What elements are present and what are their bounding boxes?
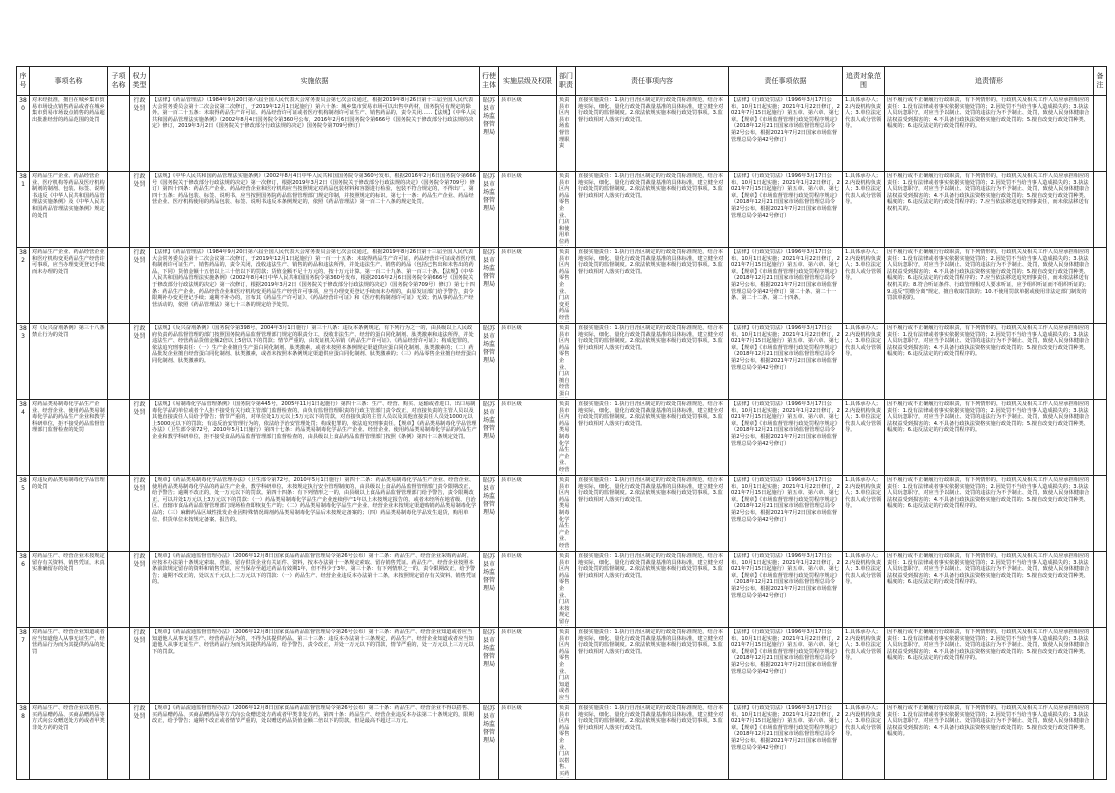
accountability-situations: 因不履行或不正确履行行政职责，有下列情形的，行政机关及相关工作人员应承担相应的责任：1.没有法律或者事实依据实施处罚的；2.因处罚不当给当事人造成损失的；3.执法人员玩忽职守，对应当予以制止、处罚的违法行为不予制止、处罚，致使人民身体健康合法权益受到损害的；4.不具备行政执法资格实施行政处罚的；5.擅自改变行政处罚种类、幅度的；6.违反法定的行政处罚程序的。 bbox=[887, 553, 1090, 586]
accountability-situations: 因不履行或不正确履行行政职责，有下列情形的，行政机关及相关工作人员应承担相应的责任：1.没有法律或者事实依据实施处罚的；2.因处罚不当给当事人造成损失的；3.执法人员玩忽职守，对应当予以制止、处罚的违法行为不予制止、处罚，致使人民身体健康合法权益受到损害的；4.不具备行政执法资格实施行政处罚的；5.擅自改变行政处罚种类、幅度的；6.违反法定的行政处罚程序的；7.应当依法移送追究刑事责任，而未依法移送有权机关的。 bbox=[887, 173, 1090, 212]
item-name: 对未经批准，擅自在城乡集市贸易市场设点销售药品或者在城乡集市贸易市场设点销售的药品超出批准经营的药品范围的处罚 bbox=[32, 97, 105, 123]
responsibility-content: 直接实施责任：1.执行自治区制定的行政处罚标准规范，结合本地实际，细化、量化行政处罚裁量基准的具体标准，建立健全对行政处罚的监督制度。2.依法依规实施本级行政处罚事项。3.监督行政相对人落实行政处罚。 bbox=[578, 249, 724, 275]
implementing-subject-cell bbox=[480, 552, 499, 628]
department-duty-cell bbox=[557, 172, 576, 248]
implementing-subject: 昭苏县市场监督管理局 bbox=[482, 97, 495, 136]
remark bbox=[1096, 249, 1104, 322]
responsibility-basis: 【法律】《行政处罚法》（1996年3月17日公布，10月1日起实施；2021年1月22日修订，2021年7月15日起施行）第五章、第六章、第七章。【规章】《市场监督管理行政处罚程序规定》（2018年12月21日国家市场监督管理总局令第2号公布，根据2021年7月2日国家市场监督管理总局令第42号修订） bbox=[731, 325, 840, 371]
department-duty-cell bbox=[557, 552, 576, 628]
responsibility-content: 直接实施责任：1.执行自治区制定的行政处罚标准规范，结合本地实际，细化、量化行政处罚裁量基准的具体标准，建立健全对行政处罚的监督制度。2.依法依规实施本级行政处罚事项。3.监督行政相对人落实行政处罚。 bbox=[578, 325, 724, 351]
accountability-targets: 1.具体承办人；2.内设机构负责人；3.单位法定代表人或分管领导。 bbox=[845, 249, 882, 282]
power-type: 行政处罚 bbox=[133, 325, 146, 340]
row-number-cell bbox=[17, 476, 30, 552]
sub-item-name-cell bbox=[108, 96, 130, 172]
header-level: 实施层级及权限 bbox=[499, 67, 557, 96]
table-row bbox=[17, 172, 1107, 248]
department-duty-cell bbox=[557, 324, 576, 400]
row-number-cell bbox=[17, 400, 30, 476]
responsibility-content: 直接实施责任：1.执行自治区制定的行政处罚标准规范，结合本地实际，细化、量化行政处罚裁量基准的具体标准，建立健全对行政处罚的监督制度。2.依法依规实施本级行政处罚事项。3.监督行政相对人落实行政处罚。 bbox=[578, 173, 724, 199]
accountability-targets-cell bbox=[843, 96, 885, 172]
responsibility-basis: 【法律】《行政处罚法》（1996年3月17日公布，10月1日起实施；2021年1月22日修订，2021年7月15日起施行）第五章、第六章、第七章。【规章】《市场监督管理行政处罚程序规定》（2018年12月21日国家市场监督管理总局令第2号公布，根据2021年7月2日国家市场监督管理总局令第42号修订） bbox=[731, 401, 840, 447]
accountability-targets: 1.具体承办人；2.内设机构负责人；3.单位法定代表人或分管领导。 bbox=[845, 173, 882, 206]
table-row bbox=[17, 248, 1107, 324]
responsibility-content-cell bbox=[576, 172, 729, 248]
responsibility-basis: 【法律】《行政处罚法》（1996年3月17日公布，10月1日起实施；2021年1月22日修订，2021年7月15日起施行）第五章、第六章、第七章。【规章】《市场监督管理行政处罚程序规定》（2018年12月21日国家市场监督管理总局令第2号公布，根据2021年7月2日国家市场监督管理总局令第42号修订） bbox=[731, 477, 840, 523]
item-name: 对药品生产企业、药品经营企业、医疗机构等药品及医疗机构制剂的制剂、包装、标签、说明书违反《中华人民共和国药品管理法实施条例》及《中华人民共和国药品管理法实施条例》规定的处罚 bbox=[32, 173, 105, 219]
power-type-cell bbox=[130, 704, 150, 780]
implementation-level: 县市区级 bbox=[501, 325, 522, 331]
row-number-cell bbox=[17, 96, 30, 172]
remark-cell bbox=[1094, 400, 1107, 476]
basis-text: 【法律】《药品管理法》（1984年9月20日第六届全国人民代表大会常务委员会第七次会议通过，根据2019年8月26日第十三届全国人民代表大会常务委员会第十二次会议第二次修订，于2019年12月1日起施行）第六十条：城乡集市贸易市场可以出售中药材，国务院另有规定的除外。第一百二十五条：未取得药品生产许可证、药品经营许可证或者医疗机构制剂许可证生产、销售药品的，责令关闭……【法规】《中华人民共和国药品管理法实施条例》（2002年8月4日国务院令第360号公布，2016年2月6日国务院令第666号《国务院关于修改部分行政法规的决定》修订，2019年3月2日《国务院关于修改部分行政法规的决定》国务院令第709号修订） bbox=[152, 97, 477, 130]
sub-item-name-cell bbox=[108, 400, 130, 476]
power-type-cell bbox=[130, 96, 150, 172]
remark bbox=[1096, 173, 1104, 246]
implementing-subject-cell bbox=[480, 324, 499, 400]
sub-item-name bbox=[110, 173, 127, 246]
basis-text: 【法规】《中华人民共和国药品管理法实施条例》（2002年8月4日中华人民共和国国务院令第360号发布，根据2016年2月6日国务院令第666号《国务院关于修改部分行政法规的决定》第一次修订，根据2019年3月2日《国务院关于修改部分行政法规的决定》（国务院令第709号）修订）第四十四条：药品生产企业、药品经营企业和医疗机构应当按照规定对药品包装材料和容器进行检验，包装不符合规定的，不得出厂。第四十五条：药品包装、标签、说明书，应当按照国务院药品监督管理部门规定印制，并按照规定的标识。第七十一条：药品生产企业、药品经营企业、医疗机构使用的药品包装、标签、说明书违反本条例规定的，依照《药品管理法》第一百二十八条的规定处罚。 bbox=[152, 173, 476, 206]
implementing-subject: 昭苏县市场监督管理局 bbox=[482, 249, 495, 288]
power-type-cell bbox=[130, 324, 150, 400]
department-duty: 负责县市区内药品零售企业、门店变更药品经营 bbox=[559, 249, 570, 321]
accountability-targets-cell bbox=[843, 324, 885, 400]
responsibility-content-cell bbox=[576, 248, 729, 324]
department-duty: 负责县市区内县市场监督管理职责 bbox=[559, 97, 570, 150]
header-situations: 追责情形 bbox=[885, 67, 1094, 96]
responsibility-basis: 【法律】《行政处罚法》（1996年3月17日公布，10月1日起实施；2021年1月22日修订，2021年7月15日起施行）第五章、第六章、第七章。【规章】《市场监督管理行政处罚程序规定》（2018年12月21日国家市场监督管理总局令第2号公布，根据2021年7月2日国家市场监督管理总局令第42号修订） bbox=[731, 97, 840, 143]
item-name: 对药品类易制毒化学品生产企业、经营企业、使用药品类易制毒化学品的药品生产企业和教学科研单位，拒不接受药品监督管理部门监督检查的处罚 bbox=[32, 401, 105, 434]
responsibility-basis: 【法律】《行政处罚法》（1996年3月17日公布，10月1日起实施；2021年1月22日修订，2021年7月15日起施行）第五章、第六章、第七章。【规章】《市场监督管理行政处罚程序规定》（2018年12月21日国家市场监督管理总局令第2号公布，根据2021年7月2日国家市场监督管理总局令第42号修订）第二十条、第二十一条、第二十二条、第二十四条。 bbox=[731, 249, 840, 302]
document-page bbox=[16, 66, 1106, 776]
table-row bbox=[17, 324, 1107, 400]
accountability-situations-cell bbox=[885, 552, 1094, 628]
table-row bbox=[17, 476, 1107, 552]
responsibility-basis: 【法律】《行政处罚法》（1996年3月17日公布，10月1日起实施；2021年1月22日修订，2021年7月15日起施行）第五章、第六章、第七章。【规章】《市场监督管理行政处罚程序规定》（2018年12月21日国家市场监督管理总局令第2号公布，根据2021年7月2日国家市场监督管理总局令第42号修订） bbox=[731, 553, 840, 599]
basis-text: 【规章】《药品流通监督管理办法》（2006年12月8日国家食品药品监督管理局令第26号公布）第十三条：药品生产、经营企业知道或者应当知道他人从事无证生产、经营药品行为的，不得为其提供药品。第三十三条：违反本办法第十三条规定，药品生产、经营企业知道或者应当知道他人从事无证生产、经营药品行为而为其提供药品的，给予警告，责令改正，并处一万元以下的罚款，情节严重的，处一万元以上三万元以下的罚款。 bbox=[152, 629, 474, 655]
accountability-targets-cell bbox=[843, 704, 885, 780]
department-duty: 负责县市区内药品类易制毒化学品生产企业、经营 bbox=[559, 477, 570, 549]
implementation-level-cell bbox=[499, 552, 557, 628]
implementing-subject: 昭苏县市场监督管理局 bbox=[482, 477, 495, 516]
accountability-situations-cell bbox=[885, 324, 1094, 400]
implementation-level: 县市区级 bbox=[501, 629, 522, 635]
responsibility-basis-cell bbox=[729, 96, 843, 172]
power-type-cell bbox=[130, 628, 150, 704]
remark bbox=[1096, 553, 1104, 626]
item-name: 对药品生产企业、药品经营企业和医疗机构变更药品生产经营许可事项，应当办理变更登记手续而未办理的处罚 bbox=[32, 249, 105, 275]
remark bbox=[1096, 477, 1104, 550]
department-duty-cell bbox=[557, 248, 576, 324]
responsibility-basis-cell bbox=[729, 248, 843, 324]
basis-text: 【法规】《易制毒化学品管理条例》（国务院令第445号，2005年11月1日起施行）第四十三条：生产、经营、购买、运输或者进口、出口易制毒化学品的单位或者个人拒不接受有关行政主管部门监督检查的，由负有监督管理职责的行政主管部门责令改正，对直接负责的主管人员以及其他直接责任人员给予警告；情节严重的，对单位处1万元以上5万元以下的罚款，对直接负责的主管人员以及其他直接责任人员处1000元以上5000元以下的罚款；有违反治安管理行为的，依法给予治安管理处罚；构成犯罪的，依法追究刑事责任。【规章】《药品类易制毒化学品管理办法》（卫生部令第72号，2010年5月1日施行）第四十七条：药品类易制毒化学品生产企业、经营企业、使用药品类易制毒化学品的药品生产企业和教学科研单位，拒不接受食品药品监督管理部门监督检查的，由县级以上食品药品监督管理部门按照《条例》第四十三条规定处罚。 bbox=[152, 401, 477, 440]
implementing-subject-cell bbox=[480, 628, 499, 704]
implementation-level: 县市区级 bbox=[501, 97, 522, 103]
sub-item-name bbox=[110, 249, 127, 322]
basis-text-cell bbox=[150, 628, 480, 704]
accountability-situations: 因不履行或不正确履行行政职责，有下列情形的，行政机关及相关工作人员应承担相应的责任：1.没有法律或者事实依据实施处罚的；2.因处罚不当给当事人造成损失的；3.执法人员玩忽职守，对应当予以制止、处罚的违法行为不予制止、处罚，致使人民身体健康合法权益受到损害的；4.不具备行政执法资格实施行政处罚的；5.擅自改变行政处罚种类、幅度的；6.违反法定的行政处罚程序的。 bbox=[887, 629, 1090, 662]
responsibility-content-cell bbox=[576, 400, 729, 476]
implementation-level: 县市区级 bbox=[501, 173, 522, 179]
sub-item-name bbox=[110, 477, 127, 550]
responsibility-basis-cell bbox=[729, 324, 843, 400]
responsibility-basis-cell bbox=[729, 476, 843, 552]
implementation-level: 县市区级 bbox=[501, 401, 522, 407]
table-row bbox=[17, 704, 1107, 780]
item-name-cell bbox=[30, 400, 108, 476]
accountability-situations: 因不履行或不正确履行行政职责，有下列情形的，行政机关及相关工作人员应承担相应的责任：1.没有法律或者事实依据实施处罚的；2.因处罚不当给当事人造成损失的；3.执法人员玩忽职守，对应当予以制止、处罚的违法行为不予制止、处罚，致使人民身体健康合法权益受到损害的；4.不具备行政执法资格实施行政处罚的；5.擅自改变行政处罚种类、幅度的；6.违反法定的行政处罚程序的。 bbox=[887, 97, 1090, 130]
basis-text-cell bbox=[150, 552, 480, 628]
remark bbox=[1096, 705, 1104, 778]
responsibility-content: 直接实施责任：1.执行自治区制定的行政处罚标准规范，结合本地实际，细化、量化行政处罚裁量基准的具体标准，建立健全对行政处罚的监督制度。2.依法依规实施本级行政处罚事项。3.监督行政相对人落实行政处罚。 bbox=[578, 629, 724, 655]
implementation-level-cell bbox=[499, 172, 557, 248]
basis-text-cell bbox=[150, 172, 480, 248]
power-type: 行政处罚 bbox=[133, 629, 146, 644]
row-number-cell bbox=[17, 552, 30, 628]
remark bbox=[1096, 401, 1104, 474]
accountability-situations: 因不履行或不正确履行行政职责，有下列情形的，行政机关及相关工作人员应承担相应的责任：1.没有法律或者事实依据实施处罚的；2.因处罚不当给当事人造成损失的；3.执法人员玩忽职守，对应当予以制止、处罚的违法行为不予制止、处罚，致使人民身体健康合法权益受到损害的；4.不具备行政执法资格实施行政处罚的；5.擅自改变行政处罚种类、幅度的；6.违反法定的行政处罚程序的；7.应当依法移送追究刑事责任，而未依法移送有权机关的；8.符合听证条件、行政管理相对人要求听证，应予组织听证而不组织听证的；9.违反"罚缴分离"规定，擅自收取罚款的；10.不使用罚款单据或使用非法定部门制发的罚款单据的。 bbox=[887, 249, 1090, 302]
power-type: 行政处罚 bbox=[133, 553, 146, 568]
remark-cell bbox=[1094, 324, 1107, 400]
basis-text-cell bbox=[150, 96, 480, 172]
basis-text: 【规章】《药品流通监督管理办法》（2006年12月8日国家食品药品监督管理局令第26号公布）第十二条：药品生产、经营企业采购药品时，应按本办法第十条规定索取、查验、留存供货企业有关证件、资料，按本办法第十一条规定索取、留存销售凭证。药品生产、经营企业按照本条前款规定留存的资料和销售凭证，应当保存至超过药品有效期1年，但不得少于3年。第三十条：有下列情形之一的，责令限期改正，给予警告；逾期不改正的，处以五千元以上二万元以下的罚款：（一）药品生产、经营企业违反本办法第十二条，未按照规定留存有关资料、销售凭证的。 bbox=[152, 553, 477, 586]
item-name: 对违反药品类易制毒化学品管理的处罚 bbox=[32, 477, 105, 490]
accountability-situations-cell bbox=[885, 476, 1094, 552]
responsibility-basis: 【法律】《行政处罚法》（1996年3月17日公布，10月1日起实施；2021年1月22日修订，2021年7月15日起施行）第五章、第六章、第七章。【规章】《市场监督管理行政处罚程序规定》（2018年12月21日国家市场监督管理总局令第2号公布，根据2021年7月2日国家市场监督管理总局令第42号修订） bbox=[731, 173, 840, 219]
item-name-cell bbox=[30, 248, 108, 324]
power-type: 行政处罚 bbox=[133, 249, 146, 264]
implementing-subject-cell bbox=[480, 172, 499, 248]
responsibility-basis-cell bbox=[729, 628, 843, 704]
power-type: 行政处罚 bbox=[133, 477, 146, 492]
row-number: 380 bbox=[19, 97, 27, 112]
item-name: 对药品生产、经营企业知道或者应当知道他人从事无证生产、经营药品行为而为其提供药品的处罚 bbox=[32, 629, 105, 655]
header-duty: 部门职责 bbox=[557, 67, 576, 96]
item-name-cell bbox=[30, 476, 108, 552]
sub-item-name-cell bbox=[108, 476, 130, 552]
table-row bbox=[17, 400, 1107, 476]
responsibility-content-cell bbox=[576, 628, 729, 704]
power-type-cell bbox=[130, 400, 150, 476]
header-no: 序号 bbox=[17, 67, 30, 96]
accountability-situations-cell bbox=[885, 248, 1094, 324]
implementation-level: 县市区级 bbox=[501, 553, 522, 559]
basis-text: 【规章】《药品流通监督管理办法》（2006年12月8日国家食品药品监督管理局令第26号公布）第二十条：药品生产、经营企业不得以搭售、买药品赠药品、买商品赠药品等方式向公众赠送处方药或者甲类非处方药。第四十条：药品生产、经营企业违反本办法第二十条规定的，限期改正，给予警告；逾期不改正或者情节严重的，处以赠送药品货值金额二倍以下的罚款，但是最高不超过三万元。 bbox=[152, 705, 474, 725]
header-resp-basis: 责任事项依据 bbox=[729, 67, 843, 96]
sub-item-name-cell bbox=[108, 248, 130, 324]
basis-text-cell bbox=[150, 324, 480, 400]
item-name: 对《反兴奋剂条例》第三十八条禁止行为的处罚 bbox=[32, 325, 105, 338]
responsibility-content-cell bbox=[576, 96, 729, 172]
remark-cell bbox=[1094, 172, 1107, 248]
accountability-targets: 1.具体承办人；2.内设机构负责人；3.单位法定代表人或分管领导。 bbox=[845, 553, 882, 586]
item-name: 对药品生产、经营企业未按规定留存有关资料、销售凭证，未真实准确留存的处罚 bbox=[32, 553, 105, 573]
responsibility-content: 直接实施责任：1.执行自治区制定的行政处罚标准规范，结合本地实际，细化、量化行政处罚裁量基准的具体标准，建立健全对行政处罚的监督制度。2.依法依规实施本级行政处罚事项。3.监督行政相对人落实行政处罚。 bbox=[578, 553, 724, 579]
implementing-subject: 昭苏县市场监督管理局 bbox=[482, 173, 495, 212]
power-list-table bbox=[16, 66, 1107, 780]
accountability-targets: 1.具体承办人；2.内设机构负责人；3.单位法定代表人或分管领导。 bbox=[845, 97, 882, 130]
department-duty-cell bbox=[557, 476, 576, 552]
implementing-subject: 昭苏县市场监督管理局 bbox=[482, 705, 495, 744]
row-number-cell bbox=[17, 324, 30, 400]
accountability-situations-cell bbox=[885, 704, 1094, 780]
row-number-cell bbox=[17, 628, 30, 704]
header-power-type: 权力类型 bbox=[130, 67, 150, 96]
remark bbox=[1096, 325, 1104, 398]
implementation-level: 县市区级 bbox=[501, 477, 522, 483]
implementation-level-cell bbox=[499, 476, 557, 552]
sub-item-name bbox=[110, 553, 127, 626]
responsibility-basis-cell bbox=[729, 400, 843, 476]
sub-item-name bbox=[110, 401, 127, 474]
remark-cell bbox=[1094, 476, 1107, 552]
department-duty-cell bbox=[557, 96, 576, 172]
department-duty: 负责县市区内药品零售企业、门店未按规定留存 bbox=[559, 553, 570, 625]
responsibility-basis-cell bbox=[729, 172, 843, 248]
department-duty-cell bbox=[557, 704, 576, 780]
implementing-subject: 昭苏县市场监督管理局 bbox=[482, 401, 495, 440]
sub-item-name-cell bbox=[108, 324, 130, 400]
responsibility-content: 直接实施责任：1.执行自治区制定的行政处罚标准规范，结合本地实际，细化、量化行政处罚裁量基准的具体标准，建立健全对行政处罚的监督制度。2.依法依规实施本级行政处罚事项。3.监督行政相对人落实行政处罚。 bbox=[578, 401, 724, 427]
implementing-subject-cell bbox=[480, 476, 499, 552]
responsibility-content-cell bbox=[576, 476, 729, 552]
accountability-targets-cell bbox=[843, 628, 885, 704]
accountability-targets: 1.具体承办人；2.内设机构负责人；3.单位法定代表人或分管领导。 bbox=[845, 629, 882, 662]
implementation-level-cell bbox=[499, 704, 557, 780]
department-duty: 负责县市区内药品零售企业、门店以搭售、买药 bbox=[559, 705, 570, 777]
accountability-situations-cell bbox=[885, 628, 1094, 704]
row-number: 383 bbox=[19, 325, 27, 340]
implementation-level-cell bbox=[499, 628, 557, 704]
accountability-targets-cell bbox=[843, 248, 885, 324]
sub-item-name bbox=[110, 705, 127, 778]
responsibility-content: 直接实施责任：1.执行自治区制定的行政处罚标准规范，结合本地实际，细化、量化行政处罚裁量基准的具体标准，建立健全对行政处罚的监督制度。2.依法依规实施本级行政处罚事项。3.监督行政相对人落实行政处罚。 bbox=[578, 477, 724, 503]
accountability-targets: 1.具体承办人；2.内设机构负责人；3.单位法定代表人或分管领导。 bbox=[845, 401, 882, 434]
row-number-cell bbox=[17, 704, 30, 780]
accountability-situations: 因不履行或不正确履行行政职责，有下列情形的，行政机关及相关工作人员应承担相应的责任：1.没有法律或者事实依据实施处罚的；2.因处罚不当给当事人造成损失的；3.执法人员玩忽职守，对应当予以制止、处罚的违法行为不予制止、处罚，致使人民身体健康合法权益受到损害的；4.不具备行政执法资格实施行政处罚的；5.擅自改变行政处罚种类、幅度的；6.违反法定的行政处罚程序的。 bbox=[887, 325, 1090, 358]
implementing-subject-cell bbox=[480, 248, 499, 324]
accountability-situations-cell bbox=[885, 96, 1094, 172]
item-name-cell bbox=[30, 96, 108, 172]
basis-text: 【规章】《药品类易制毒化学品管理办法》（卫生部令第72号，2010年5月1日施行）第四十二条：药品类易制毒化学品生产企业、经营企业、使用药品类易制毒化学品的药品生产企业、教学科研单位，未按规定执行安全管理制度的，由县级以上食品药品监督管理部门责令限期改正，给予警告；逾期不改正的，处一万元以下的罚款。第四十四条：有下列情形之一的，由县级以上食品药品监督管理部门给予警告，责令限期改正，可以并处1万元以上3万元以下的罚款：（一）药品类易制毒化学品生产企业连续停产1年以上未按规定报告的，或者未经所在地省级、自治区、直辖市食品药品监督管理部门现场检查即恢复生产的；（二）药品类易制毒化学品生产企业、经营企业未按规定渠道购销药品类易制毒化学品的；（三）麻醉药品区域性批发企业因特殊情况调剂药品类易制毒化学品后未按规定备案的；（四）药品类易制毒化学品发生退货，购用单位、供货单位未按规定备案、报告的。 bbox=[152, 477, 477, 523]
table-body bbox=[17, 96, 1107, 780]
power-type-cell bbox=[130, 172, 150, 248]
remark-cell bbox=[1094, 704, 1107, 780]
department-duty: 负责县市区内药品零售企业、门店擅自经营蛋白 bbox=[559, 325, 570, 397]
accountability-targets: 1.具体承办人；2.内设机构负责人；3.单位法定代表人或分管领导。 bbox=[845, 705, 882, 738]
sub-item-name-cell bbox=[108, 628, 130, 704]
basis-text-cell bbox=[150, 248, 480, 324]
accountability-targets: 1.具体承办人；2.内设机构负责人；3.单位法定代表人或分管领导。 bbox=[845, 325, 882, 358]
sub-item-name-cell bbox=[108, 552, 130, 628]
power-type: 行政处罚 bbox=[133, 173, 146, 188]
sub-item-name-cell bbox=[108, 172, 130, 248]
table-header bbox=[17, 67, 1107, 96]
remark bbox=[1096, 97, 1104, 170]
implementing-subject-cell bbox=[480, 704, 499, 780]
basis-text-cell bbox=[150, 704, 480, 780]
table-row bbox=[17, 628, 1107, 704]
implementation-level: 县市区级 bbox=[501, 705, 522, 711]
accountability-situations: 因不履行或不正确履行行政职责，有下列情形的，行政机关及相关工作人员应承担相应的责任：1.没有法律或者事实依据实施处罚的；2.因处罚不当给当事人造成损失的；3.执法人员玩忽职守，对应当予以制止、处罚的违法行为不予制止、处罚，致使人民身体健康合法权益受到损害的；4.不具备行政执法资格实施行政处罚的；5.擅自改变行政处罚种类、幅度的；6.违反法定的行政处罚程序的。 bbox=[887, 401, 1090, 434]
implementation-level-cell bbox=[499, 324, 557, 400]
row-number: 384 bbox=[19, 401, 27, 416]
implementing-subject-cell bbox=[480, 96, 499, 172]
header-row bbox=[17, 67, 1107, 96]
implementing-subject: 昭苏县市场监督管理局 bbox=[482, 553, 495, 592]
header-basis: 实施依据 bbox=[150, 67, 480, 96]
department-duty: 负责县市区内药品零售企业、门店知道或者应当 bbox=[559, 629, 570, 701]
implementation-level-cell bbox=[499, 96, 557, 172]
header-remark: 备注 bbox=[1094, 67, 1107, 96]
department-duty: 负责县市区内药品类易制毒化学品生产企业、经营 bbox=[559, 401, 570, 473]
row-number-cell bbox=[17, 248, 30, 324]
accountability-targets-cell bbox=[843, 476, 885, 552]
power-type-cell bbox=[130, 552, 150, 628]
header-subject: 行使主体 bbox=[480, 67, 499, 96]
row-number: 388 bbox=[19, 705, 27, 720]
power-type: 行政处罚 bbox=[133, 401, 146, 416]
department-duty-cell bbox=[557, 628, 576, 704]
implementation-level-cell bbox=[499, 248, 557, 324]
accountability-situations: 因不履行或不正确履行行政职责，有下列情形的，行政机关及相关工作人员应承担相应的责任：1.没有法律或者事实依据实施处罚的；2.因处罚不当给当事人造成损失的；3.执法人员玩忽职守，对应当予以制止、处罚的违法行为不予制止、处罚，致使人民身体健康合法权益受到损害的；4.不具备行政执法资格实施行政处罚的；5.擅自改变行政处罚种类、幅度的。 bbox=[887, 705, 1090, 738]
row-number: 386 bbox=[19, 553, 27, 568]
department-duty-cell bbox=[557, 400, 576, 476]
row-number: 381 bbox=[19, 173, 27, 188]
table-row bbox=[17, 552, 1107, 628]
item-name-cell bbox=[30, 552, 108, 628]
item-name-cell bbox=[30, 172, 108, 248]
responsibility-basis: 【法律】《行政处罚法》（1996年3月17日公布，10月1日起实施；2021年1月22日修订，2021年7月15日起施行）第五章、第六章、第七章。【规章】《市场监督管理行政处罚程序规定》（2018年12月21日国家市场监督管理总局令第2号公布，根据2021年7月2日国家市场监督管理总局令第42号修订） bbox=[731, 705, 840, 751]
accountability-situations-cell bbox=[885, 400, 1094, 476]
sub-item-name bbox=[110, 629, 127, 702]
header-targets: 追责对象范围 bbox=[843, 67, 885, 96]
remark-cell bbox=[1094, 552, 1107, 628]
table-row bbox=[17, 96, 1107, 172]
responsibility-content-cell bbox=[576, 704, 729, 780]
implementing-subject-cell bbox=[480, 400, 499, 476]
item-name-cell bbox=[30, 324, 108, 400]
power-type: 行政处罚 bbox=[133, 97, 146, 112]
responsibility-content: 直接实施责任：1.执行自治区制定的行政处罚标准规范，结合本地实际，细化、量化行政处罚裁量基准的具体标准，建立健全对行政处罚的监督制度。2.依法依规实施本级行政处罚事项。3.监督行政相对人落实行政处罚。 bbox=[578, 97, 724, 123]
accountability-targets-cell bbox=[843, 552, 885, 628]
responsibility-basis: 【法律】《行政处罚法》（1996年3月17日公布，10月1日起实施；2021年1月22日修订，2021年7月15日起施行）第五章、第六章、第七章。【规章】《市场监督管理行政处罚程序规定》（2018年12月21日国家市场监督管理总局令第2号公布，根据2021年7月2日国家市场监督管理总局令第42号修订） bbox=[731, 629, 840, 675]
responsibility-content: 直接实施责任：1.执行自治区制定的行政处罚标准规范，结合本地实际，细化、量化行政处罚裁量基准的具体标准，建立健全对行政处罚的监督制度。2.依法依规实施本级行政处罚事项。3.监督行政相对人落实行政处罚。 bbox=[578, 705, 724, 731]
power-type: 行政处罚 bbox=[133, 705, 146, 720]
power-type-cell bbox=[130, 248, 150, 324]
implementing-subject: 昭苏县市场监督管理局 bbox=[482, 325, 495, 364]
accountability-targets: 1.具体承办人；2.内设机构负责人；3.单位法定代表人或分管领导。 bbox=[845, 477, 882, 510]
responsibility-basis-cell bbox=[729, 552, 843, 628]
remark-cell bbox=[1094, 628, 1107, 704]
item-name-cell bbox=[30, 704, 108, 780]
header-item-name: 事项名称 bbox=[30, 67, 108, 96]
implementation-level: 县市区级 bbox=[501, 249, 522, 255]
item-name: 对药品生产、经营企业以搭售、买药品赠药品、买商品赠药品等方式向公众赠送处方药或者甲类非处方药的处罚 bbox=[32, 705, 105, 731]
remark-cell bbox=[1094, 96, 1107, 172]
basis-text-cell bbox=[150, 476, 480, 552]
implementation-level-cell bbox=[499, 400, 557, 476]
row-number: 385 bbox=[19, 477, 27, 492]
department-duty: 负责县市区内药品零售企业、门店和使用单位药 bbox=[559, 173, 570, 245]
remark bbox=[1096, 629, 1104, 702]
accountability-targets-cell bbox=[843, 172, 885, 248]
sub-item-name bbox=[110, 325, 127, 398]
row-number-cell bbox=[17, 172, 30, 248]
responsibility-content-cell bbox=[576, 324, 729, 400]
accountability-situations: 因不履行或不正确履行行政职责，有下列情形的，行政机关及相关工作人员应承担相应的责任：1.没有法律或者事实依据实施处罚的；2.因处罚不当给当事人造成损失的；3.执法人员玩忽职守，对应当予以制止、处罚的违法行为不予制止、处罚，致使人民身体健康合法权益受到损害的；4.不具备行政执法资格实施行政处罚的；5.擅自改变行政处罚种类、幅度的；6.违反法定的行政处罚程序的。 bbox=[887, 477, 1090, 510]
basis-text-cell bbox=[150, 400, 480, 476]
sub-item-name bbox=[110, 97, 127, 170]
responsibility-basis-cell bbox=[729, 704, 843, 780]
accountability-targets-cell bbox=[843, 400, 885, 476]
power-type-cell bbox=[130, 476, 150, 552]
remark-cell bbox=[1094, 248, 1107, 324]
item-name-cell bbox=[30, 628, 108, 704]
responsibility-content-cell bbox=[576, 552, 729, 628]
header-content: 责任事项内容 bbox=[576, 67, 729, 96]
basis-text: 【法规】《反兴奋剂条例》（国务院令第398号，2004年3月1日施行）第三十八条：违反本条例规定，有下列行为之一的，由县级以上人民政府负责药品监督管理的部门按照国务院药品监督管理部门规定的职责分工，没收非法生产、经营的蛋白同化制剂、肽类激素和违法所得，并处违法生产、经营药品货值金额2倍以上5倍以下的罚款；情节严重的，由发证机关吊销《药品生产许可证》、《药品经营许可证》；构成犯罪的，依法追究刑事责任：（一）生产企业擅自生产蛋白同化制剂、肽类激素，或者未按照本条例规定渠道供应蛋白同化制剂、肽类激素的；（二）药品批发企业擅自经营蛋白同化制剂、肽类激素，或者未按照本条例规定渠道供应蛋白同化制剂、肽类激素的；（三）药品零售企业擅自经营蛋白同化制剂、肽类激素的。 bbox=[152, 325, 477, 364]
sub-item-name-cell bbox=[108, 704, 130, 780]
row-number: 387 bbox=[19, 629, 27, 644]
implementing-subject: 昭苏县市场监督管理局 bbox=[482, 629, 495, 668]
accountability-situations-cell bbox=[885, 172, 1094, 248]
row-number: 382 bbox=[19, 249, 27, 264]
basis-text: 【法律】《药品管理法》（1984年9月20日第六届全国人民代表大会常务委员会第七次会议通过，根据2019年8月26日第十三届全国人民代表大会常务委员会第十二次会议第二次修订，于2019年12月1日起施行）第一百一十五条：未取得药品生产许可证、药品经营许可证或者医疗机构制剂许可证生产、销售药品的，责令关闭，没收违法生产、销售的药品和违法所得，并处违法生产、销售的药品（包括已售出和未售出的药品，下同）货值金额十五倍以上三十倍以下的罚款；货值金额不足十万元的，按十万元计算。第一百二十九条、第一百三十条。【法规】《中华人民共和国药品管理法实施条例》（2002年8月4日中华人民共和国国务院令第360号发布，根据2016年2月6日国务院令第666号《国务院关于修改部分行政法规的决定》第一次修订，根据2019年3月2日《国务院关于修改部分行政法规的决定》（国务院令第709号）修订）第七十四条：药品生产企业、药品经营企业和医疗机构变更药品生产经营许可事项，应当办理变更登记手续而未办理的，由原发证部门给予警告，责令限期补办变更登记手续；逾期不补办的，宣布其《药品生产许可证》、《药品经营许可证》和《医疗机构制剂许可证》无效；仍从事药品生产经营活动的，依照《药品管理法》第七十三条的规定给予处罚。 bbox=[152, 249, 476, 308]
header-sub-item: 子项名称 bbox=[108, 67, 130, 96]
